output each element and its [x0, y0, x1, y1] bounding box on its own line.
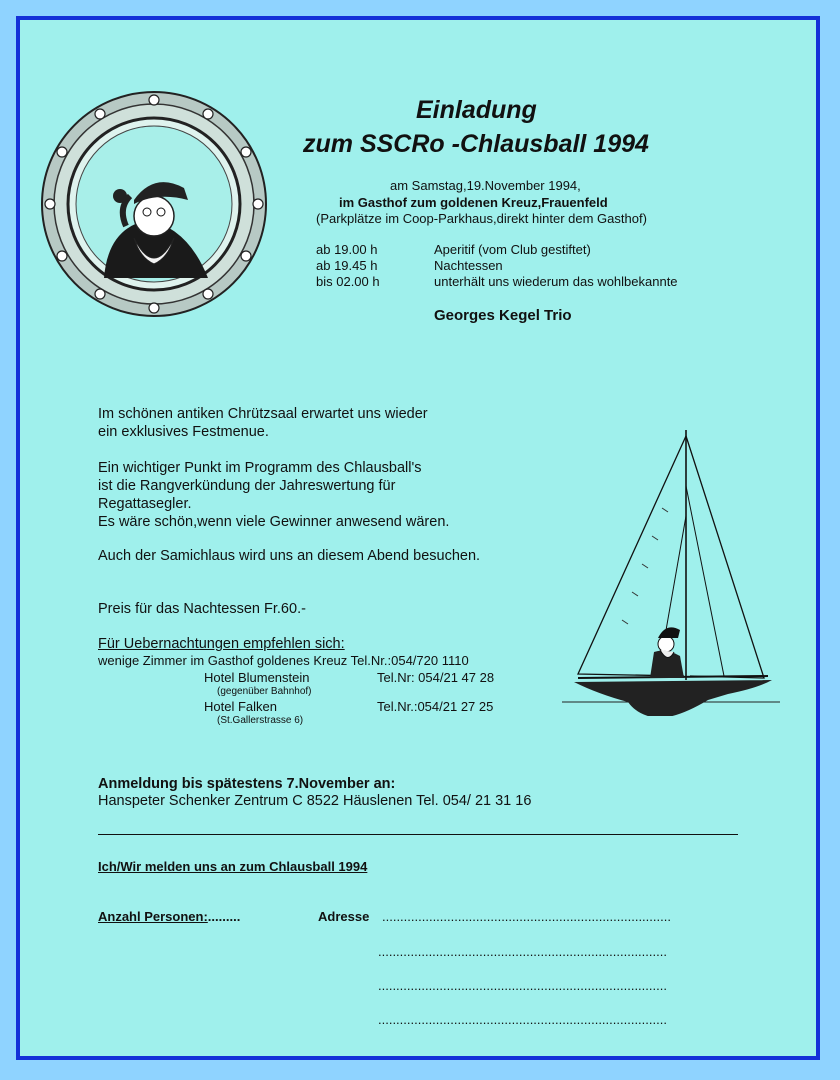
address-line[interactable]: ................................................................................ [382, 909, 671, 924]
address-line[interactable]: ................................................................................ [378, 944, 667, 959]
parking-line: (Parkplätze im Coop-Parkhaus,direkt hinter dem Gasthof) [316, 211, 647, 226]
lodging-line: wenige Zimmer im Gasthof goldenes Kreuz Tel.Nr.:054/720 1110 [98, 653, 469, 668]
divider [98, 834, 738, 835]
paragraph-line: Auch der Samichlaus wird uns an diesem Abend besuchen. [98, 548, 481, 564]
paragraph-line: Es wäre schön,wenn viele Gewinner anwesend wären. [98, 514, 450, 530]
hotel-tel: Tel.Nr.:054/21 27 25 [377, 699, 494, 714]
persons-dots: ......... [207, 909, 241, 924]
schedule-desc: Aperitif (vom Club gestiftet) [434, 242, 591, 257]
address-line[interactable]: ................................................................................ [378, 1012, 667, 1027]
address-label: Adresse [318, 909, 370, 924]
registration-deadline: Anmeldung bis spätestens 7.November an: [98, 776, 396, 792]
schedule-desc: Nachtessen [434, 258, 503, 273]
paragraph-line: Im schönen antiken Chrützsaal erwartet uns wieder [98, 406, 428, 422]
band-name: Georges Kegel Trio [434, 307, 572, 324]
price-line: Preis für das Nachtessen Fr.60.- [98, 601, 306, 617]
invitation-page [16, 16, 820, 1060]
sailboat-santa-illustration [558, 426, 784, 716]
schedule-time: bis 02.00 h [316, 274, 380, 289]
schedule-desc: unterhält uns wiederum das wohlbekannte [434, 274, 678, 289]
persons-field[interactable] [98, 909, 240, 924]
title-line-2: zum SSCRo -Chlausball 1994 [303, 130, 649, 158]
venue-line: im Gasthof zum goldenen Kreuz,Frauenfeld [339, 195, 608, 210]
hotel-tel: Tel.Nr: 054/21 47 28 [377, 670, 495, 685]
schedule-time: ab 19.00 h [316, 242, 378, 257]
lodging-heading: Für Uebernachtungen empfehlen sich: [98, 636, 345, 652]
hotel-name: Hotel Blumenstein [204, 670, 310, 685]
address-line[interactable]: ................................................................................ [378, 978, 667, 993]
persons-label: Anzahl Personen: [98, 909, 208, 924]
hotel-note: (St.Gallerstrasse 6) [217, 715, 304, 726]
date-line: am Samstag,19.November 1994, [390, 178, 581, 193]
hotel-note: (gegenüber Bahnhof) [217, 686, 312, 697]
hotel-name: Hotel Falken [204, 699, 277, 714]
paragraph-line: ein exklusives Festmenue. [98, 424, 269, 440]
porthole-santa-illustration [38, 88, 270, 320]
paragraph-line: ist die Rangverkündung der Jahreswertung für [98, 478, 396, 494]
form-heading: Ich/Wir melden uns an zum Chlausball 1994 [98, 859, 368, 874]
paragraph-line: Regattasegler. [98, 496, 192, 512]
registration-contact: Hanspeter Schenker Zentrum C 8522 Häuslenen Tel. 054/ 21 31 16 [98, 793, 532, 809]
schedule-time: ab 19.45 h [316, 258, 378, 273]
title-line-1: Einladung [416, 96, 537, 124]
paragraph-line: Ein wichtiger Punkt im Programm des Chlausball's [98, 460, 422, 476]
